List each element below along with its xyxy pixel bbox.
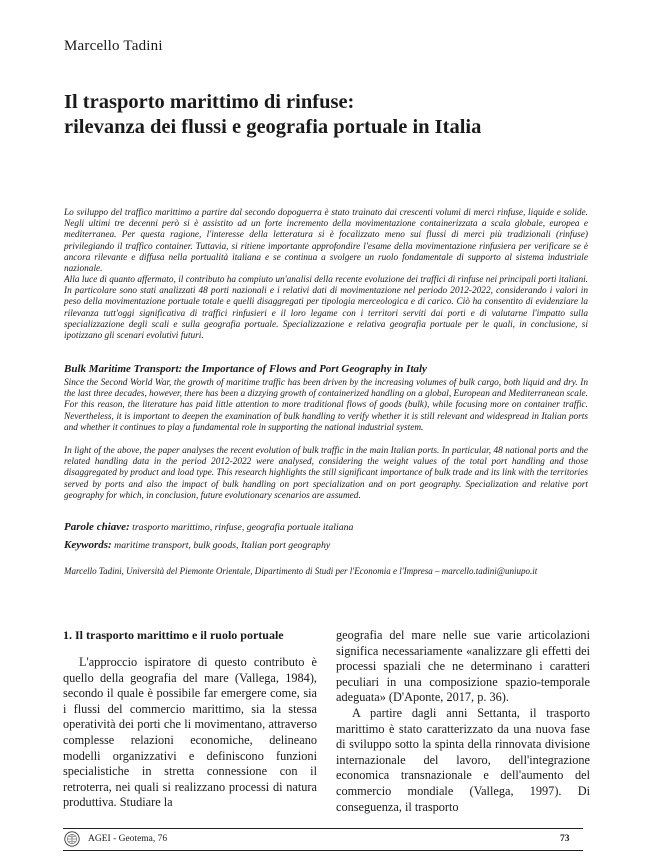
keywords-en — [64, 539, 330, 551]
keywords-it — [64, 521, 353, 533]
abstract-en-paragraph-2: In light of the above, the paper analyses the recent evolution of bulk traffic in the main Italian ports. In particular, 48 national ports and the related handling data in the period 2012-2022 were analysed, considering the weight values of the total port handling and those disaggregated by product and load type. This research highlights the still significant importance of bulk trade and its link with the territories served by ports and also the impact of bulk handling on port specialization and on port geography. Specialization and relative port geography for which, in conclusion, future evolutionary scenarios are assumed. — [64, 446, 588, 501]
abstract-en-paragraph-1: Since the Second World War, the growth of maritime traffic has been driven by the increasing volumes of bulk cargo, both liquid and dry. In the last three decades, however, there has been a dizzying growth of containerized handling on a global, European and Mediterranean scale. For this reason, the literature has paid little attention to more traditional flows of goods (bulk), while focusing more on container traffic. Nevertheless, it is important to deepen the examination of bulk handling to verify whether it is still relevant and widespread in Italian ports and whether it continues to play a fundamental role in supporting the national industrial system. — [64, 378, 588, 433]
body-column-right — [336, 628, 590, 815]
keywords-en-value: maritime transport, bulk goods, Italian port geography — [114, 540, 331, 551]
body-paragraph: geografia del mare nelle sue varie articolazioni significa necessariamente «analizzare gli effetti dei processi spaziali che ne determinano i caratteri peculiari in una composizione spazio-temporale adeguata» (D'Aponte, 2017, p. 36). — [336, 628, 590, 705]
keywords-it-value: trasporto marittimo, rinfuse, geografia portuale italiana — [132, 522, 354, 533]
journal-name: AGEI - Geotema, 76 — [88, 834, 168, 844]
abstract-it-paragraph-2: Alla luce di quanto affermato, il contributo ha compiuto un'analisi della recente evoluzione dei traffici di rinfuse nei principali porti italiani. In particolare sono stati analizzati 48 porti nazionali e i relativi dati di movimentazione nel periodo 2012-2022, considerando i valori in peso della movimentazione portuale totale e quelli disaggregati per tipologia merceologica e di carico. Ciò ha consentito di evidenziare la rilevanza tutt'oggi significativa di traffici rinfusieri e il loro legame con i territori serviti dai porti e di valutarne l'impatto sulla specializzazione degli scali e sulla geografia portuale. Specializzazione e relativa geografia portuale per le quali, in conclusione, si ipotizzano gli scenari evolutivi futuri. — [64, 275, 588, 342]
keywords-en-label: Keywords: — [64, 539, 112, 551]
body-paragraph: A partire dagli anni Settanta, il trasporto marittimo è stato caratterizzato da una nuova fase di sviluppo sotto la spinta della rinnovata divisione internazionale del lavoro, dell'integrazione economica transnazionale e dell'aumento del commercio mondiale (Vallega, 1997). Di conseguenza, il trasporto — [336, 705, 590, 814]
abstract-en-title: Bulk Maritime Transport: the Importance of Flows and Port Geography in Italy — [64, 363, 427, 375]
section-title: 1. Il trasporto marittimo e il ruolo portuale — [63, 628, 284, 642]
author-name: Marcello Tadini — [64, 38, 163, 54]
author-affiliation: Marcello Tadini, Università del Piemonte Orientale, Dipartimento di Studi per l'Economia e l'Impresa – marcello.tadini@uniupo.it — [64, 566, 538, 576]
page-number: 73 — [560, 834, 570, 844]
title-line-2: rilevanza dei flussi e geografia portuale in Italia — [64, 116, 482, 138]
body-paragraph: L'approccio ispiratore di questo contributo è quello della geografia del mare (Vallega, 1984), secondo il quale è possibile far emergere come, sia i flussi del commercio marittimo, sia la stessa operatività dei porti che li movimentano, attraverso complesse relazioni economiche, delineano modelli organizzativi e definiscono funzioni specialistiche in stretta connessione con il retroterra, nei quali si realizzano processi di natura produttiva. Studiare la — [63, 655, 317, 810]
keywords-it-label: Parole chiave: — [64, 521, 130, 533]
journal-logo-icon — [64, 831, 80, 847]
body-column-left — [63, 628, 317, 811]
title-line-1: Il trasporto marittimo di rinfuse: — [64, 91, 355, 113]
footer-rule-bottom — [63, 850, 583, 851]
article-title — [64, 90, 604, 140]
footer-rule-top — [63, 828, 583, 829]
abstract-it-paragraph-1: Lo sviluppo del traffico marittimo a partire dal secondo dopoguerra è stato trainato dai crescenti volumi di merci rinfuse, liquide e solide. Negli ultimi tre decenni però si è assistito ad un forte incremento della movimentazione containerizzata a scala globale, europea e mediterranea. Per questa ragione, l'interesse della letteratura si è focalizzato meno sui flussi di merci più tradizionali (rinfuse) privilegiando il traffico container. Tuttavia, si ritiene importante approfondire l'esame della movimentazione rinfusiera per verificare se è ancora rilevante e diffusa nella portualità italiana e se continua a svolgere un ruolo fondamentale di supporto al sistema industriale nazionale. — [64, 208, 588, 275]
